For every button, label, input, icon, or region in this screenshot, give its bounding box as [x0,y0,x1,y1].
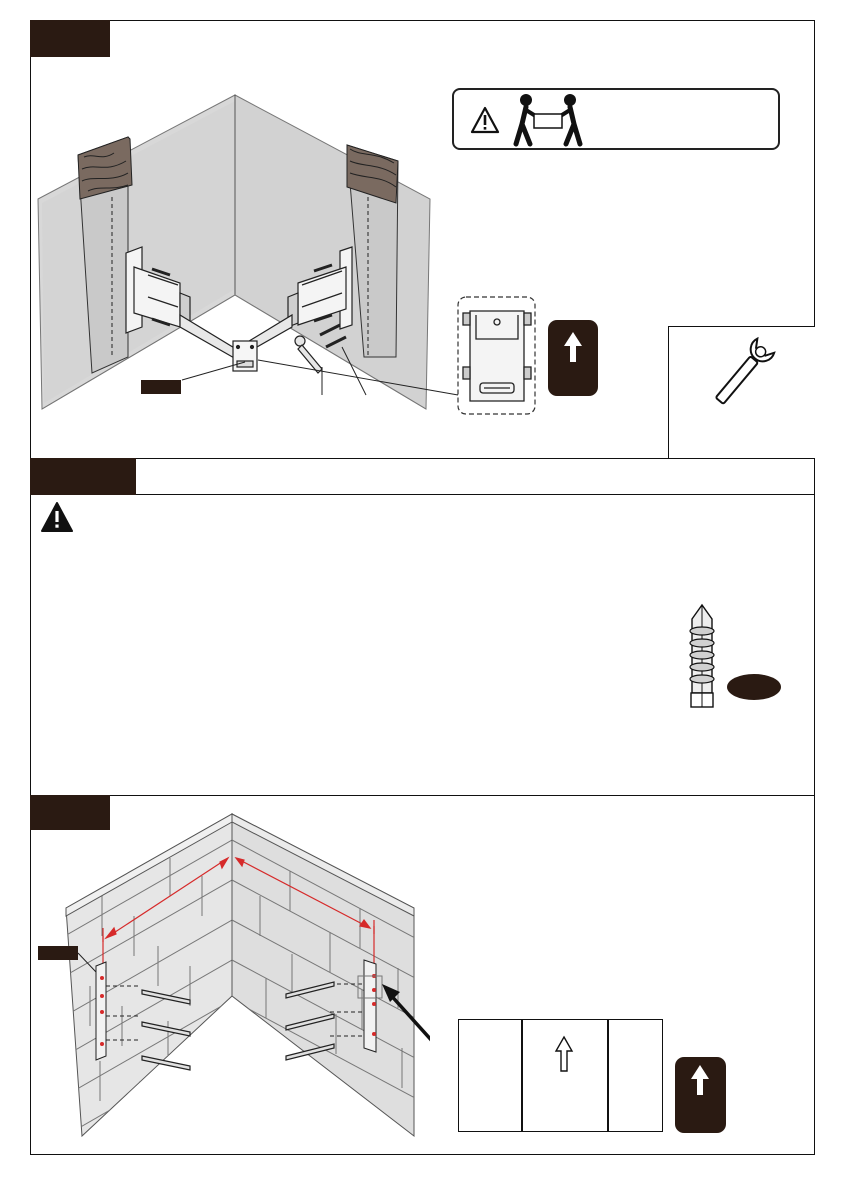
part-tag-left [141,380,181,394]
step-3-panel [30,796,815,1154]
tool-box [668,326,815,458]
anchor-count-badge [727,674,781,700]
step-2-tab [30,458,136,495]
zoom-detail-box [458,1019,663,1132]
brick-corner-illustration [30,796,430,1146]
arrow-up-icon [548,320,598,396]
warning-triangle-icon [40,501,74,533]
right-wall [235,95,430,409]
two-person-warning-box [452,88,780,150]
step-1-tab [30,20,110,57]
wrench-icon [697,329,787,419]
left-arm [180,315,236,359]
step-2-panel [30,495,815,795]
arrow-up-outline-icon [554,1035,574,1075]
part-tag-step-3 [38,946,78,960]
center-tv-plate [233,341,257,371]
warning-triangle-icon [470,106,500,134]
up-orientation-badge [548,320,598,396]
wall-anchor-icon [682,601,722,719]
up-orientation-badge-step-3 [675,1057,726,1133]
two-person-lift-icon [512,92,586,148]
arrow-up-icon [675,1057,726,1133]
section-divider-1 [30,458,815,459]
center-plate-detail [463,311,531,401]
step-1-panel [30,57,815,458]
